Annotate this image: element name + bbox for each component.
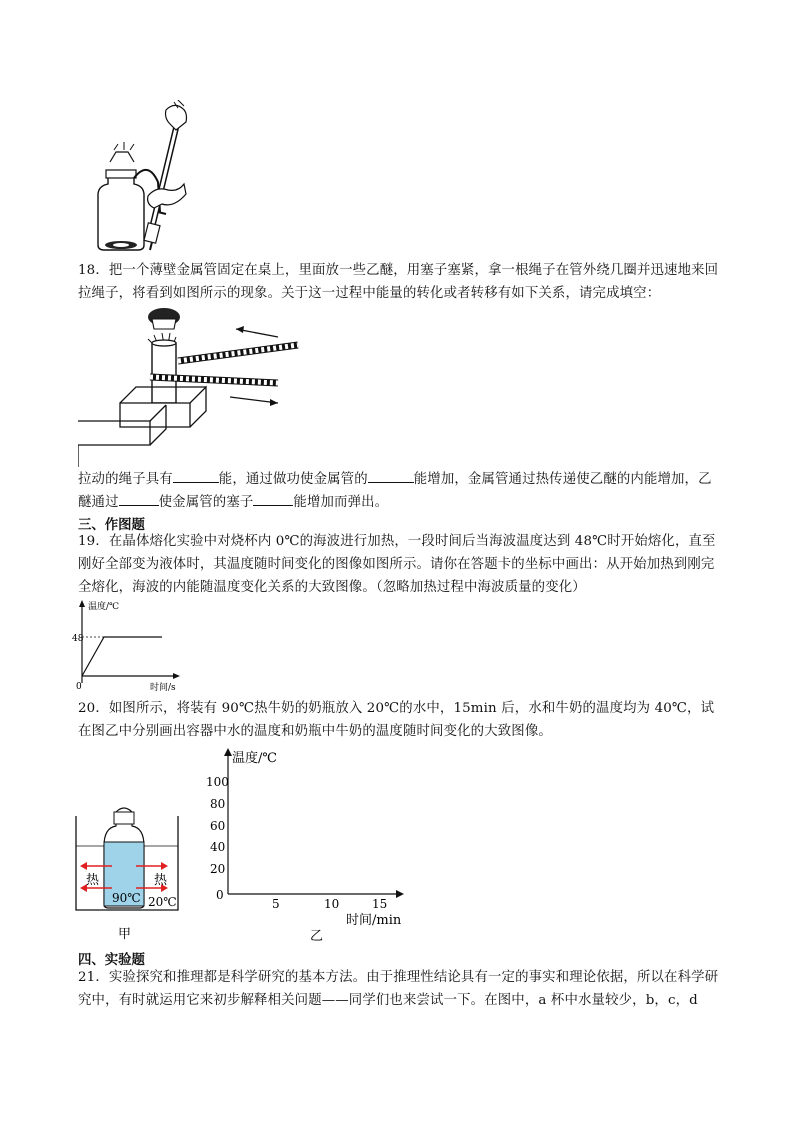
q18-fill-3: 能增加，金属管通过热传递使乙醚的内能增加，乙醚通过 [78,472,712,510]
yi-ytick-20: 20 [210,862,226,876]
q19-origin: 0 [76,682,82,692]
yi-ytick-80: 80 [210,797,226,811]
q19-temperature-graph [72,597,192,693]
q21-text: 21．实验探究和推理都是科学研究的基本方法。由于推理性结论具有一定的事实和理论依据，所以在科学研究中，有时就运用它来初步解释相关问题——同学们也来尝试一下。在图中，a 杯中水量较少，b，c，d [78,970,719,1008]
fig-yi-axes [200,742,410,942]
yi-ytick-0: 0 [216,888,224,902]
q18-fill-2: 能，通过做功使金属管的 [218,472,368,487]
q18-fill-sentence [78,468,720,514]
yi-ytick-100: 100 [206,775,229,789]
q19-x-label: 时间/s [150,683,176,693]
yi-ytick-40: 40 [210,840,226,854]
heat-label-right: 热 [154,873,168,888]
q19-tick-48: 48 [72,634,84,644]
y-axis-arrow-icon [79,600,85,607]
yi-x-label: 时间/min [346,913,402,928]
yi-xtick-10: 10 [324,897,340,911]
answer-blank-4[interactable] [253,491,293,506]
x-axis-arrow-icon [173,673,180,679]
metal-tube-rope-figure [78,305,318,467]
q18-fill-5: 能增加而弹出。 [293,495,389,510]
yi-y-axis-arrow-icon [224,748,232,756]
yi-ytick-60: 60 [210,819,226,833]
heat-arrow-left-upper-icon [80,862,87,870]
fig-jia-container [72,802,184,942]
heat-label-left: 热 [86,873,100,888]
q19-text: 19．在晶体熔化实验中对烧杯内 0℃的海波进行加热，一段时间后当海波温度达到 48℃时开始熔化，直至刚好全部变为液体时，其温度随时间变化的图像如图所示。请你在答题卡的坐标中画出：从开始加热到刚完全熔化，海波的内能随温度变化关系的大致图像。（忽略加热过程中海波质量的变化） [78,534,716,595]
pump-bottle-figure [78,100,218,255]
fig-jia-caption: 甲 [118,927,132,942]
yi-xtick-15: 15 [372,897,388,911]
water-temp-label: 20℃ [148,895,177,909]
answer-blank-2[interactable] [368,468,414,483]
section-4-heading: 四、实验题 [78,953,145,968]
q18-fill-4: 使金属管的塞子 [158,495,254,510]
q18-fill-1: 拉动的绳子具有 [78,472,173,487]
answer-blank-3[interactable] [119,491,159,506]
fig-yi-caption: 乙 [310,929,324,942]
yi-y-label: 温度/℃ [232,751,277,766]
milk-temp-label: 90℃ [112,891,141,905]
heat-arrow-right-upper-icon [161,862,168,870]
yi-x-axis-arrow-icon [396,890,404,898]
q20-text: 20．如图所示，将装有 90℃热牛奶的奶瓶放入 20℃的水中，15min 后，水和牛奶的温度均为 40℃，试在图乙中分别画出容器中水的温度和奶瓶中牛奶的温度随时间变化的大致图像。 [78,701,715,739]
yi-xtick-5: 5 [272,897,280,911]
answer-blank-1[interactable] [173,468,219,483]
section-3-heading: 三、作图题 [78,518,145,533]
q18-text: 18．把一个薄壁金属管固定在桌上，里面放一些乙醚，用塞子塞紧，拿一根绳子在管外绕几圈并迅速地来回拉绳子，将看到如图所示的现象。关于这一过程中能量的转化或者转移有如下关系，请完成填空： [78,263,719,301]
q19-y-label: 温度/℃ [88,602,120,612]
